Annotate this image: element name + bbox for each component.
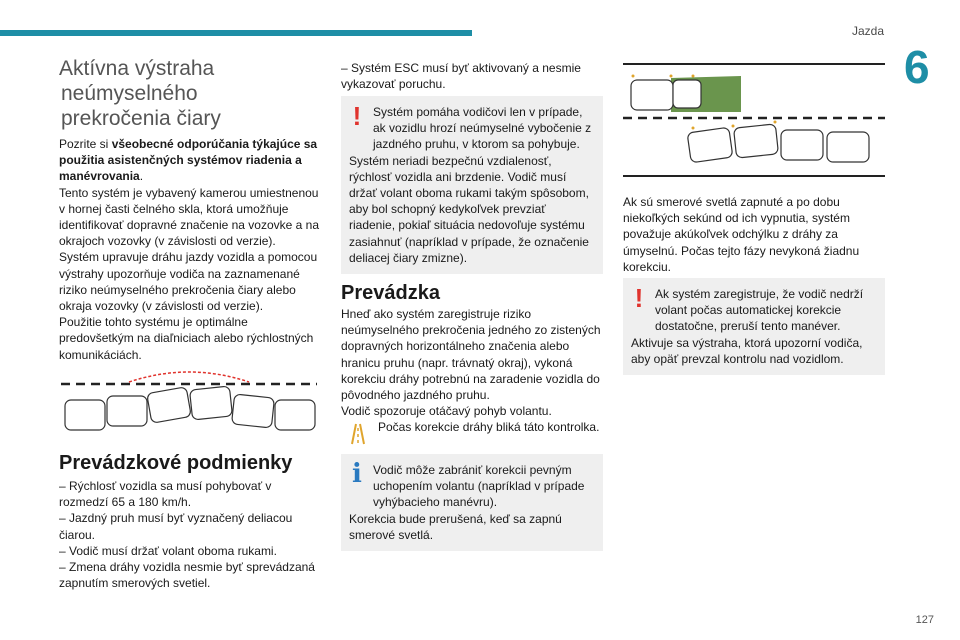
warning-text-first: Ak systém zaregistruje, že vodič nedrží volant počas automatickej korekcie dostatočne, preruší tento manéver.: [655, 287, 864, 334]
warning-note-1: [341, 96, 603, 274]
car-icon: [65, 400, 105, 430]
intro-bold-link: všeobecné odporúčania týkajúce sa použitia asistenčných systémov riadenia a manévrovania: [59, 137, 318, 184]
info-icon: i: [352, 459, 362, 489]
car-icon: [673, 80, 701, 108]
esc-condition: – Systém ESC musí byť aktivovaný a nesmie vykazovať poruchu.: [341, 61, 581, 92]
warning-icon: !: [352, 101, 362, 131]
warning-text: Systém neriadi bezpečnú vzdialenosť, rýchlosť vozidla ani brzdenie. Vodič musí držať volant oboma rukami takým spôsobom, aby bol schopný kedykoľvek prevziať riadenie, pokiaľ situácia nedovoľuje systému zasiahnuť (napríklad v prípade, že označenie deliacej čiary zmizne).: [349, 153, 589, 265]
section-heading-operation: Prevádzka: [341, 282, 440, 304]
car-icon: [232, 394, 275, 428]
car-icon: [687, 127, 733, 163]
conditions-list: [59, 478, 321, 591]
list-item: – Vodič musí držať volant oboma rukami.: [59, 543, 277, 558]
warning-text-first: Systém pomáha vodičovi len v prípade, ak vozidlu hrozí neúmyselné vybočenie z jazdného pruhu, v ktorom sa pohybuje.: [373, 105, 592, 152]
list-item: – Rýchlosť vozidla sa musí pohybovať v rozmedzí 65 a 180 km/h.: [59, 479, 272, 510]
lamp-description: Počas korekcie dráhy bliká táto kontrolka.: [378, 420, 600, 434]
info-text-first: Vodič môže zabrániť korekcii pevným uchopením volantu (napríklad v prípade vyhýbacieho manévru).: [373, 463, 585, 510]
car-icon: [147, 387, 192, 423]
car-icon: [107, 396, 147, 426]
intro-block: [59, 136, 321, 363]
body-paragraph-1: Tento systém je vybavený kamerou umiestnenou v hornej časti čelného skla, ktorá umožňuje identifikovať dopravné značenie na vozovke a na okrajoch vozovky (v závislosti od verzie).: [59, 185, 320, 249]
red-path-marker: [129, 372, 249, 382]
chapter-number: 6: [904, 41, 930, 93]
info-note: [341, 454, 603, 551]
warning-note-2: [623, 278, 885, 375]
body-paragraph-1: Hneď ako systém zaregistruje riziko neúmyselného prekročenia jedného zo zistených dopravných horizontálneho značenia alebo hranicu pruhu (napr. trávnatý okraj), vykoná korekciu dráhy potrebnú na zaradenie vozidla do pôvodného jazdného pruhu.: [341, 307, 601, 403]
page-number: 127: [915, 614, 934, 626]
car-icon: [275, 400, 315, 430]
warning-text: Aktivuje sa výstraha, ktorá upozorní vodiča, aby opäť prevzal kontrolu nad vozidlom.: [631, 335, 863, 366]
warning-icon: !: [634, 283, 644, 313]
intro-paragraph: Pozrite si všeobecné odporúčania týkajúce sa použitia asistenčných systémov riadenia a manévrovania.: [59, 137, 318, 184]
car-sequence: [65, 386, 315, 430]
lane-departure-illustration: [59, 364, 321, 444]
operation-block: [341, 306, 603, 419]
info-text: Korekcia bude prerušená, keď sa zapnú smerové svetlá.: [349, 511, 562, 542]
car-icon: [781, 130, 823, 160]
lane-assist-lamp-icon: [343, 420, 373, 446]
body-paragraph-2: Systém upravuje dráhu jazdy vozidla a pomocou výstrahy upozorňuje vodiča na zaznamenané riziko neúmyselného prekročenia čiary alebo okraja vozovky (v závislosti od verzie).: [59, 250, 318, 314]
list-item: – Jazdný pruh musí byť vyznačený deliacou čiarou.: [59, 511, 293, 542]
list-item: – Zmena dráhy vozidla nesmie byť sprevádzaná zapnutím smerových svetiel.: [59, 560, 315, 591]
section-heading-conditions: Prevádzkové podmienky: [59, 452, 293, 474]
body-paragraph-3: Použitie tohto systému je optimálne predovšetkým na diaľniciach alebo rýchlostných komunikáciách.: [59, 315, 314, 362]
page-title: Aktívna výstraha neúmyselného prekročenia čiary: [59, 57, 221, 130]
section-label: Jazda: [852, 24, 885, 38]
car-icon: [631, 80, 673, 110]
body-paragraph-1: Ak sú smerové svetlá zapnuté a po dobu niekoľkých sekúnd od ich vypnutia, systém považuje akúkoľvek odchýlku z dráhy za úmyselnú. Počas tejto fázy nevykoná žiadnu korekciu.: [623, 195, 860, 274]
header-accent-bar: [0, 30, 472, 36]
car-icon: [827, 132, 869, 162]
car-group: [631, 80, 869, 163]
body-paragraph-2: Vodič spozoruje otáčavý pohyb volantu.: [341, 404, 552, 419]
lane-correction-illustration: [623, 62, 885, 180]
car-icon: [734, 124, 779, 158]
car-icon: [190, 386, 233, 420]
